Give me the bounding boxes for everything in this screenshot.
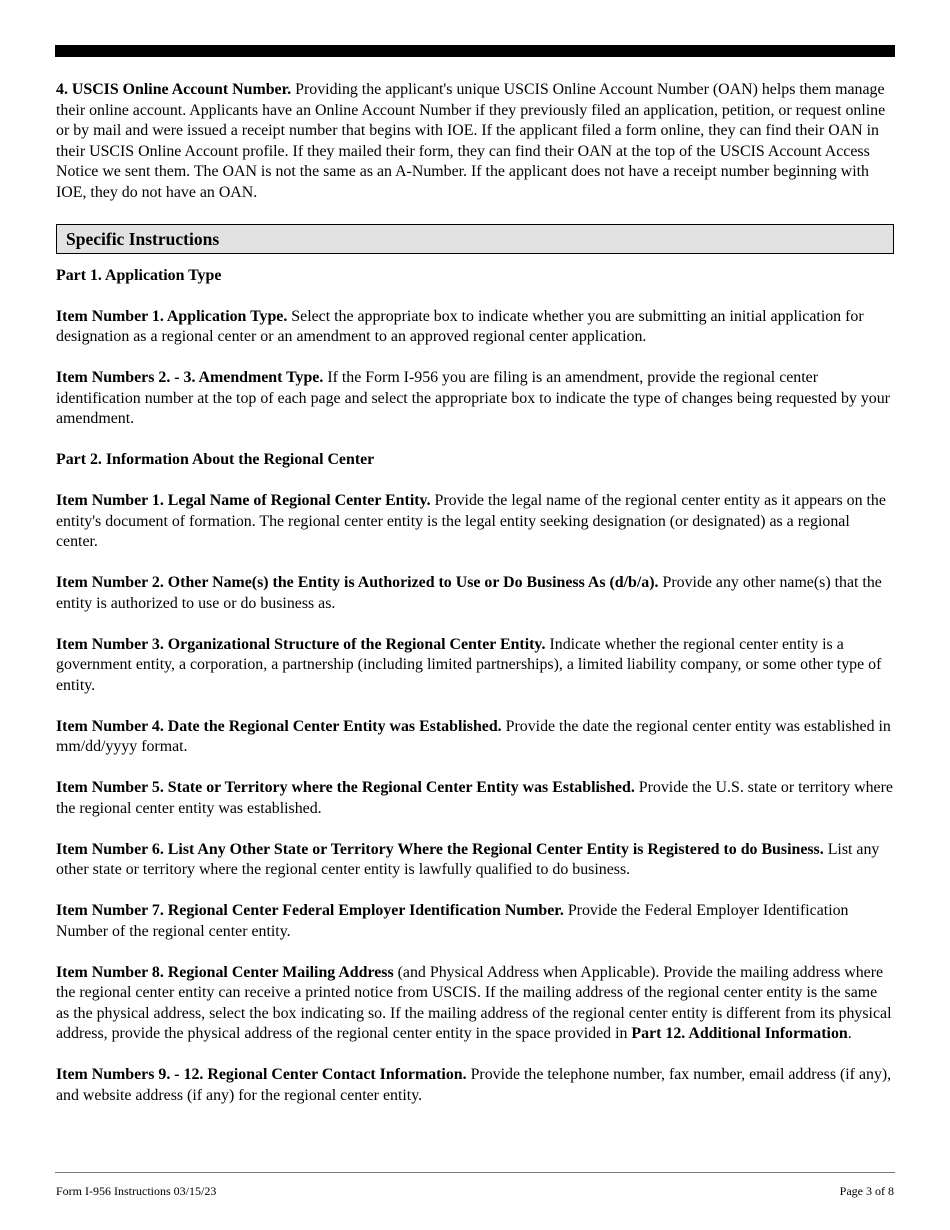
item-label: Item Number 7. Regional Center Federal Employer Identification Number.: [56, 902, 564, 919]
part2-item-9-12: [56, 1065, 894, 1106]
item-label: Item Number 2. Other Name(s) the Entity is Authorized to Use or Do Business As (d/b/a).: [56, 574, 659, 591]
part2-item-8: [56, 963, 894, 1045]
oan-text: Providing the applicant's unique USCIS Online Account Number (OAN) helps them manage their online account. Applicants have an Online Account Number if they previously filed an application, petition, or request online or by mail and were issued a receipt number that begins with IOE. If the applicant filed a form online, they can find their OAN in their USCIS Online Account profile. If they mailed their form, they can find their OAN at the top of the USCIS Account Access Notice we sent them. The OAN is not the same as an A-Number. If the applicant does not have a receipt number beginning with IOE, they do not have an OAN.: [56, 81, 886, 201]
item-label: Item Numbers 2. - 3. Amendment Type.: [56, 369, 324, 386]
item-text: Indicate whether the regional center entity is a government entity, a corporation, a partnership (including limited partnerships), a limited liability company, or some other type of entity.: [56, 635, 882, 694]
part-1-heading: Part 1. Application Type: [56, 266, 222, 284]
item-label: Item Number 6. List Any Other State or Territory Where the Regional Center Entity is Registered to do Business.: [56, 840, 824, 858]
item-text-end: .: [847, 1025, 852, 1042]
item-text: Provide any other name(s) that the entity is authorized to use or do business as.: [56, 574, 882, 612]
part-2-heading: Part 2. Information About the Regional Center: [56, 451, 375, 468]
item-text: Provide the legal name of the regional center entity as it appears on the entity's document of formation. The regional center entity is the legal entity seeking designation (or designated) as a regional center.: [56, 492, 886, 550]
part2-item-3: [56, 635, 894, 697]
footer-rule: [55, 1172, 895, 1173]
item-label: Item Number 1. Application Type.: [56, 307, 288, 325]
part1-item-1: [56, 307, 894, 348]
item-label: Item Number 4. Date the Regional Center Entity was Established.: [56, 717, 502, 735]
part2-item-2: [56, 573, 894, 614]
item-label: Item Numbers 9. - 12. Regional Center Contact Information.: [56, 1066, 467, 1083]
item-text: If the Form I-956 you are filing is an amendment, provide the regional center identification number at the top of each page and select the appropriate box to indicate the type of changes being requested by your amendment.: [56, 369, 890, 427]
item-text: Provide the U.S. state or territory where the regional center entity was established.: [56, 779, 893, 817]
item-text: Provide the Federal Employer Identification Number of the regional center entity.: [56, 902, 849, 940]
oan-paragraph: [56, 80, 894, 203]
part2-item-6: [56, 840, 894, 881]
footer-page-number: Page 3 of 8: [839, 1184, 894, 1198]
item-label: Item Number 8. Regional Center Mailing Address: [56, 963, 394, 981]
item-label: Item Number 3. Organizational Structure of the Regional Center Entity.: [56, 635, 546, 653]
section-header-specific-instructions: [56, 224, 894, 254]
section-title: Specific Instructions: [66, 228, 220, 249]
item-text: Provide the date the regional center entity was established in mm/dd/yyyy format.: [56, 717, 891, 755]
oan-label: 4. USCIS Online Account Number.: [56, 81, 292, 98]
page-content: [56, 80, 894, 1127]
footer-form-info: Form I-956 Instructions 03/15/23: [56, 1184, 217, 1198]
part2-item-1: [56, 491, 894, 553]
part1-item-2-3: [56, 368, 894, 430]
part2-item-4: [56, 717, 894, 758]
item-reference: Part 12. Additional Information: [631, 1025, 848, 1042]
item-label: Item Number 5. State or Territory where the Regional Center Entity was Established.: [56, 779, 635, 796]
item-text: Select the appropriate box to indicate whether you are submitting an initial application for designation as a regional center or an amendment to an approved regional center application.: [56, 307, 864, 345]
item-text: (and Physical Address when Applicable). Provide the mailing address where the regional center entity can receive a printed notice from USCIS. If the mailing address of the regional center entity is the same as the physical address, select the box indicating so. If the mailing address of the regional center entity is different from its physical address, provide the physical address of the regional center entity in the space provided in: [56, 963, 892, 1042]
item-label: Item Number 1. Legal Name of Regional Center Entity.: [56, 492, 431, 509]
header-rule: [55, 45, 895, 57]
item-text: List any other state or territory where the regional center entity is lawfully qualified to do business.: [56, 840, 880, 878]
part2-item-7: [56, 901, 894, 942]
part2-item-5: [56, 778, 894, 819]
item-text: Provide the telephone number, fax number, email address (if any), and website address (if any) for the regional center entity.: [56, 1066, 892, 1104]
